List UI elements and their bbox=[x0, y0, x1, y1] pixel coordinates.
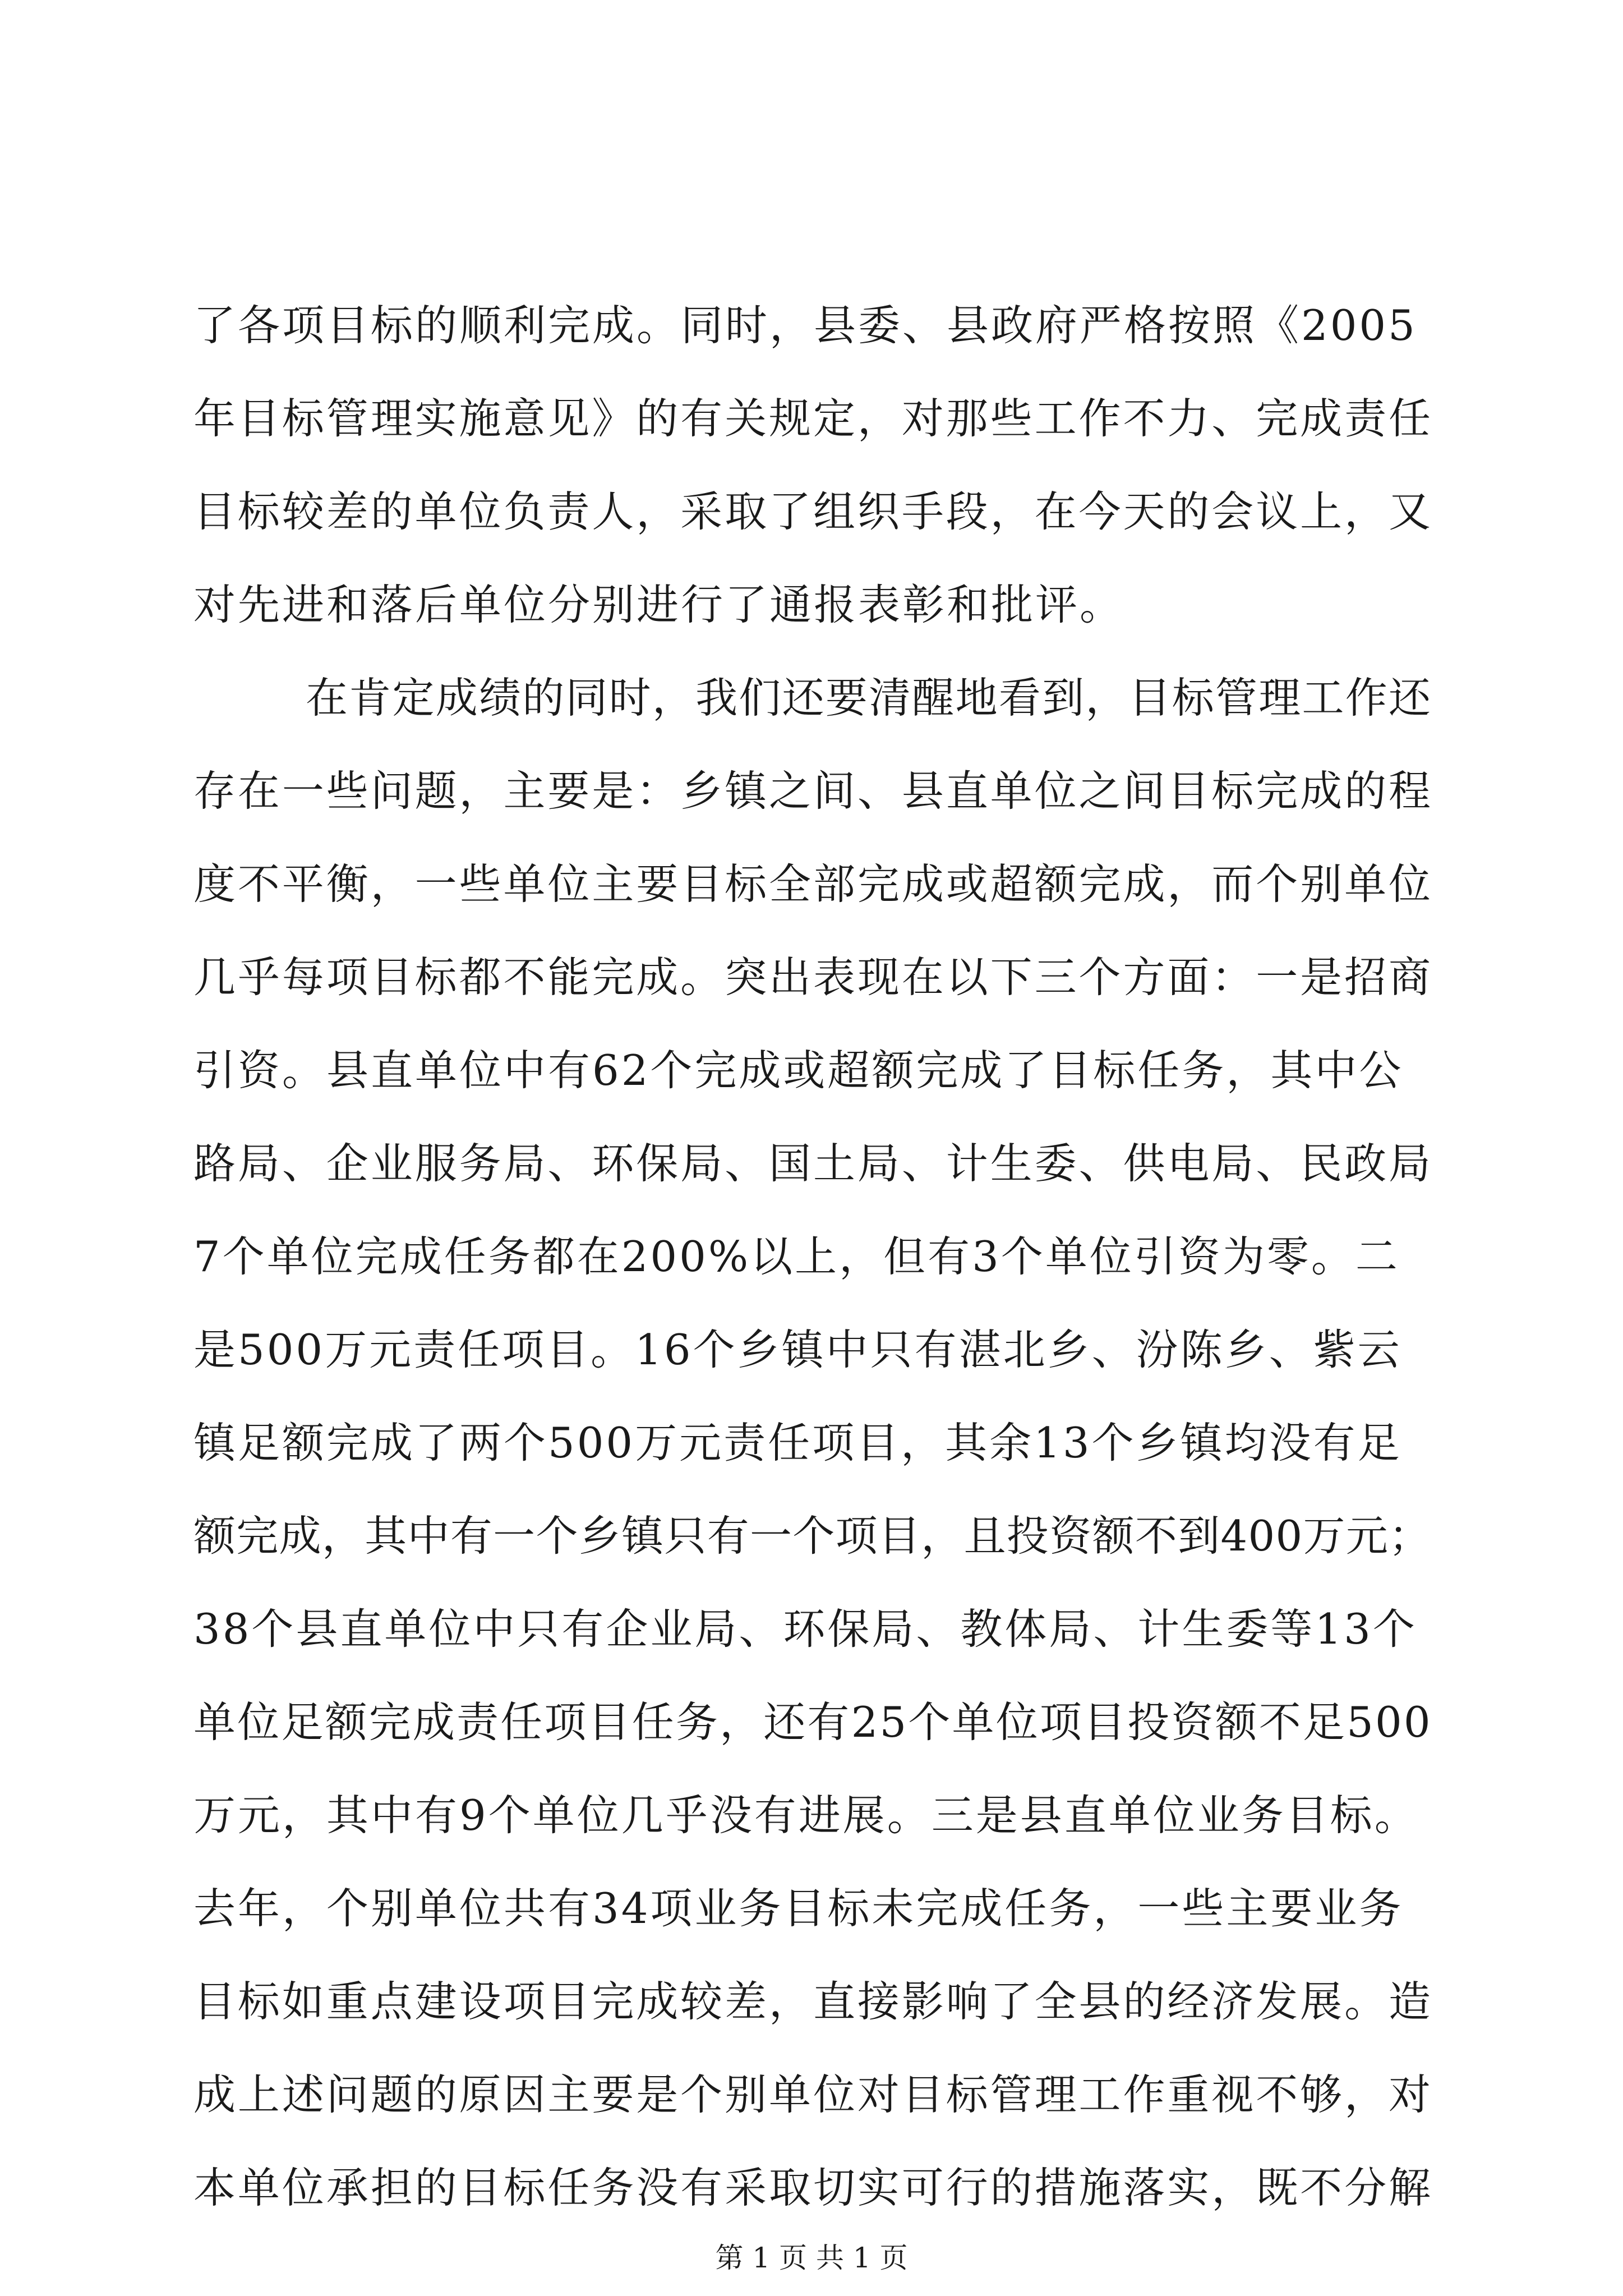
text-line: 几乎每项目标都不能完成。突出表现在以下三个方面：一是招商 bbox=[193, 953, 1433, 1002]
text-line: 额完成，其中有一个乡镇只有一个项目，且投资额不到400万元； bbox=[193, 1511, 1432, 1561]
text-line: 引资。县直单位中有62个完成或超额完成了目标任务，其中公 bbox=[193, 1046, 1404, 1095]
text-line: 7个单位完成任务都在200%以上，但有3个单位引资为零。二 bbox=[193, 1232, 1400, 1281]
text-line: 去年，个别单位共有34项业务目标未完成任务，一些主要业务 bbox=[193, 1884, 1404, 1933]
text-line: 度不平衡，一些单位主要目标全部完成或超额完成，而个别单位 bbox=[193, 859, 1433, 909]
text-line: 38个县直单位中只有企业局、环保局、教体局、计生委等13个 bbox=[193, 1604, 1417, 1654]
text-line: 目标如重点建设项目完成较差，直接影响了全县的经济发展。造 bbox=[193, 1977, 1433, 2026]
text-line: 路局、企业服务局、环保局、国土局、计生委、供电局、民政局 bbox=[193, 1139, 1433, 1188]
text-line: 了各项目标的顺利完成。同时，县委、县政府严格按照《2005 bbox=[193, 301, 1417, 350]
text-line: 对先进和落后单位分别进行了通报表彰和批评。 bbox=[193, 580, 1124, 629]
text-line: 成上述问题的原因主要是个别单位对目标管理工作重视不够，对 bbox=[193, 2070, 1433, 2119]
text-line: 是500万元责任项目。16个乡镇中只有湛北乡、汾陈乡、紫云 bbox=[193, 1325, 1402, 1374]
page-number-footer: 第 1 页 共 1 页 bbox=[715, 2242, 908, 2274]
text-line: 本单位承担的目标任务没有采取切实可行的措施落实，既不分解 bbox=[193, 2163, 1433, 2212]
text-line: 单位足额完成责任项目任务，还有25个单位项目投资额不足500 bbox=[193, 1697, 1432, 1747]
paragraph-first-line: 在肯定成绩的同时，我们还要清醒地看到，目标管理工作还 bbox=[306, 673, 1432, 723]
text-line: 年目标管理实施意见》的有关规定，对那些工作不力、完成责任 bbox=[193, 394, 1433, 443]
text-line: 万元，其中有9个单位几乎没有进展。三是县直单位业务目标。 bbox=[193, 1791, 1419, 1840]
text-line: 镇足额完成了两个500万元责任项目，其余13个乡镇均没有足 bbox=[193, 1418, 1402, 1467]
text-line: 存在一些问题，主要是：乡镇之间、县直单位之间目标完成的程 bbox=[193, 766, 1433, 816]
text-line: 目标较差的单位负责人，采取了组织手段，在今天的会议上，又 bbox=[193, 487, 1433, 536]
